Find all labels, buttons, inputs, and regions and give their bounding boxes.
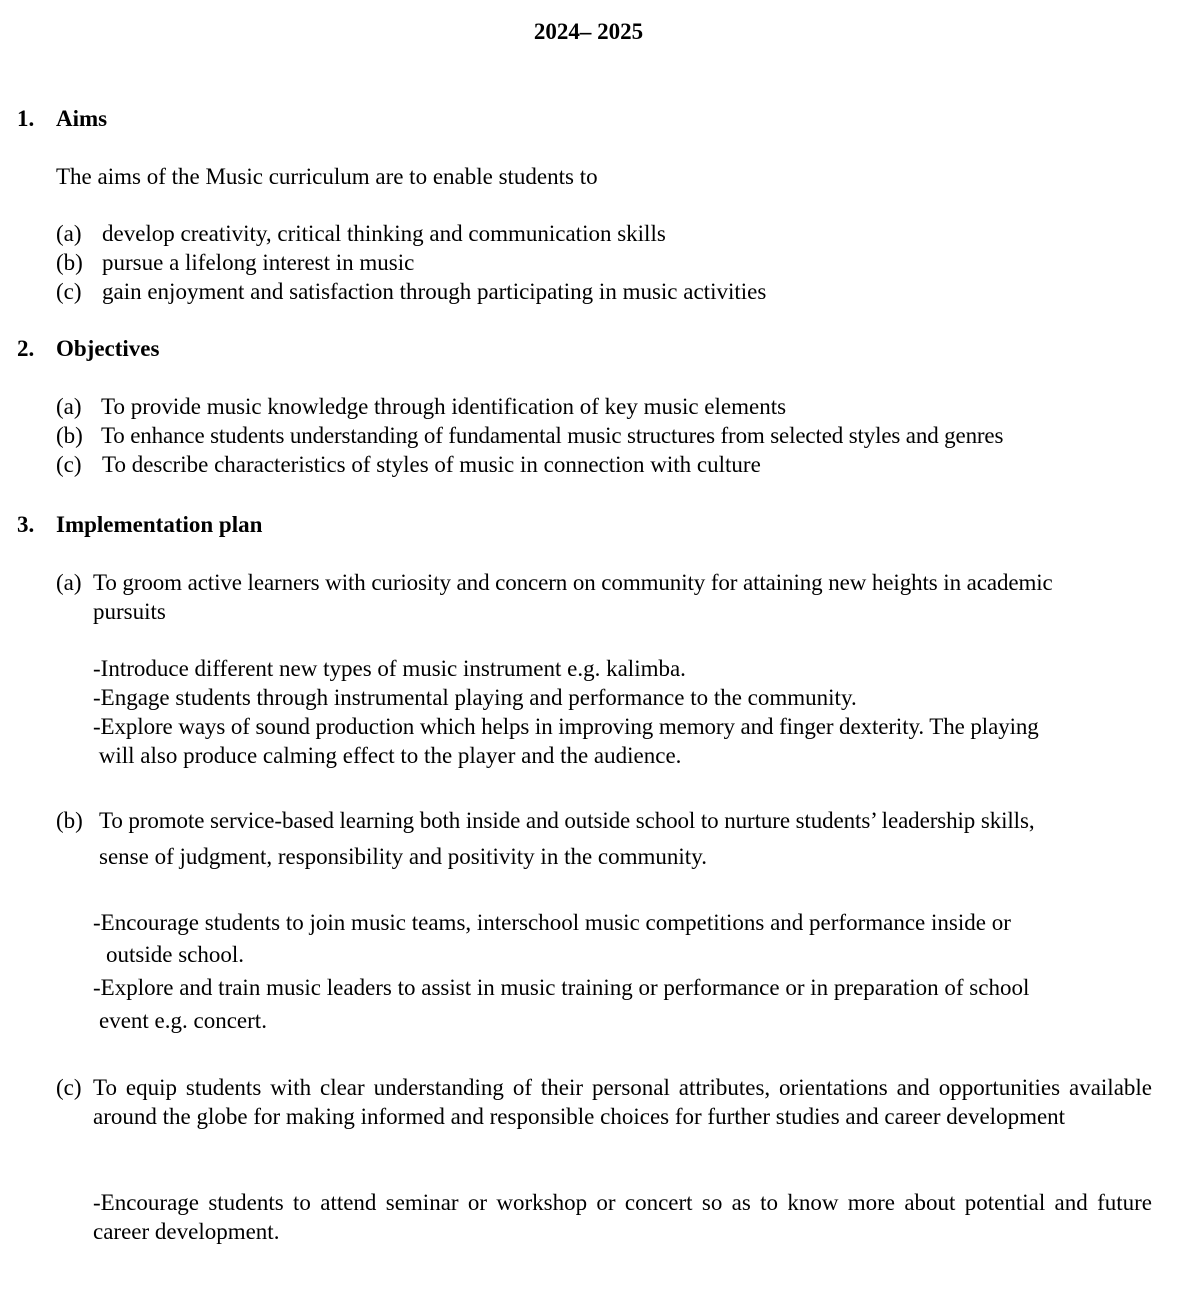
aim-a-label: (a) [56, 221, 82, 246]
objective-a-label: (a) [56, 394, 82, 419]
plan-c-point: -Encourage students to attend seminar or workshop or concert so as to know more about potential and future career development. [93, 1190, 1152, 1244]
plan-a-line-2: pursuits [93, 599, 166, 624]
aim-a-text: develop creativity, critical thinking and communication skills [102, 221, 666, 246]
plan-b-line-2: sense of judgment, responsibility and positivity in the community. [99, 844, 707, 869]
objective-c-text: To describe characteristics of styles of music in connection with culture [102, 452, 761, 477]
aim-b-label: (b) [56, 250, 83, 275]
section-3-number: 3. [17, 512, 35, 537]
plan-a-point-2: -Engage students through instrumental playing and performance to the community. [93, 685, 857, 710]
plan-a-label: (a) [56, 570, 82, 595]
document-year-heading: 2024– 2025 [533, 19, 644, 44]
section-1-number: 1. [17, 106, 35, 131]
aim-c-text: gain enjoyment and satisfaction through participating in music activities [102, 279, 767, 304]
plan-c-label: (c) [56, 1075, 82, 1100]
section-2-number: 2. [17, 336, 35, 361]
plan-b-point-1: -Encourage students to join music teams, interschool music competitions and performance inside or [93, 910, 1011, 935]
objective-c-label: (c) [56, 452, 82, 477]
plan-b-point-1-cont: outside school. [106, 942, 244, 967]
plan-a-point-3-cont: will also produce calming effect to the player and the audience. [93, 743, 682, 768]
section-1-intro: The aims of the Music curriculum are to enable students to [56, 164, 598, 189]
section-3-title: Implementation plan [56, 512, 263, 537]
plan-b-label: (b) [56, 808, 83, 833]
objective-b-text: To enhance students understanding of fundamental music structures from selected styles and genres [101, 423, 1004, 448]
section-2-title: Objectives [56, 336, 160, 361]
section-1-title: Aims [56, 106, 108, 131]
plan-a-point-3: -Explore ways of sound production which helps in improving memory and finger dexterity. The playing [93, 714, 1039, 739]
plan-b-line-1: To promote service-based learning both inside and outside school to nurture students’ leadership skills, [99, 808, 1035, 833]
plan-c-text: To equip students with clear understanding of their personal attributes, orientations and opportunities available around the globe for making informed and responsible choices for further studies and career development [93, 1075, 1152, 1129]
plan-a-line-1: To groom active learners with curiosity and concern on community for attaining new heights in academic [93, 570, 1053, 595]
plan-a-point-1: -Introduce different new types of music instrument e.g. kalimba. [93, 656, 686, 681]
plan-b-point-2: -Explore and train music leaders to assist in music training or performance or in preparation of school [93, 975, 1030, 1000]
objective-b-label: (b) [56, 423, 83, 448]
aim-c-label: (c) [56, 279, 82, 304]
aim-b-text: pursue a lifelong interest in music [102, 250, 415, 275]
plan-b-point-2-cont: event e.g. concert. [99, 1008, 267, 1033]
objective-a-text: To provide music knowledge through identification of key music elements [101, 394, 787, 419]
